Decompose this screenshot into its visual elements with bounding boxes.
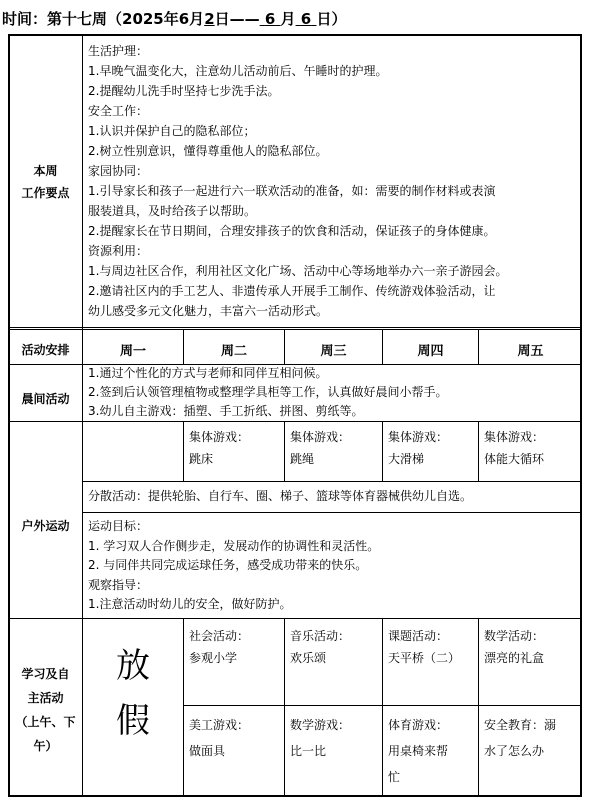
learning-cell: 课题活动： 天平桥（二） [388, 629, 461, 665]
focus-line: 1.认识并保护自己的隐私部位； [88, 124, 256, 138]
focus-line: 2.提醒幼儿洗手时坚持七步洗手法。 [88, 84, 280, 98]
title-end-month: 6 [264, 10, 276, 28]
title-mid: 日—— [214, 10, 260, 28]
title-start-day: 2 [204, 10, 215, 28]
goal-line: 观察指导： [88, 577, 149, 592]
day-header: 周四 [417, 344, 444, 359]
divider [8, 421, 582, 422]
outdoor-label: 户外运动 [21, 519, 70, 533]
morning-line: 2.签到后认领管理植物或整理学具柜等工作，认真做好晨间小帮手。 [88, 385, 448, 399]
focus-line: 2.树立性别意识，懂得尊重他人的隐私部位。 [88, 144, 328, 158]
divider [183, 421, 184, 481]
group-game-cell: 集体游戏： 大滑梯 [388, 430, 449, 466]
learning-cell: 数学活动： 漂亮的礼盒 [484, 629, 545, 665]
holiday-char: 假 [116, 701, 150, 741]
divider [82, 512, 582, 513]
group-game-cell: 集体游戏： 跳绳 [290, 430, 351, 466]
holiday-char: 放 [116, 646, 150, 686]
focus-line: 家园协同： [88, 164, 149, 178]
focus-line: 生活护理： [88, 44, 149, 58]
morning-label: 晨间活动 [21, 392, 70, 406]
focus-line: 1.与周边社区合作，利用社区文化广场、活动中心等场地举办六一亲子游园会。 [88, 264, 508, 278]
focus-line: 幼儿感受多元文化魅力，丰富六一活动形式。 [88, 304, 329, 318]
schedule-label: 活动安排 [21, 343, 70, 357]
divider [478, 421, 479, 481]
scattered-activity: 分散活动：提供轮胎、自行车、圈、梯子、篮球等体育器械供幼儿自选。 [88, 489, 473, 503]
title-suffix: 日） [316, 10, 347, 28]
goal-line: 1. 学习双人合作侧步走，发展动作的协调性和灵活性。 [88, 538, 380, 553]
learning-cell: 美工游戏： 做面具 [189, 718, 250, 758]
day-header: 周三 [320, 344, 347, 359]
divider [478, 618, 479, 797]
focus-line: 1.早晚气温变化大，注意幼儿活动前后、午睡时的护理。 [88, 64, 388, 78]
focus-label: 本周 工作要点 [21, 164, 70, 200]
divider [284, 618, 285, 797]
goal-line: 2. 与同伴共同完成运球任务，感受成功带来的快乐。 [88, 558, 368, 572]
morning-content [88, 364, 447, 421]
focus-line: 2.提醒家长在节日期间，合理安排孩子的饮食和活动，保证孩子的身体健康。 [88, 224, 496, 238]
divider [8, 329, 582, 330]
learning-cell: 数学游戏： 比一比 [290, 718, 351, 758]
divider [284, 421, 285, 481]
title-end-day: 6 [300, 10, 312, 28]
page-title [2, 8, 346, 29]
divider [82, 34, 83, 797]
focus-line: 1.引导家长和孩子一起进行六一联欢活动的准备，如：需要的制作材料或表演 [88, 184, 496, 198]
divider [8, 327, 582, 328]
outdoor-goals [88, 517, 379, 615]
focus-line: 安全工作： [88, 104, 149, 118]
focus-line: 服装道具，及时给孩子以帮助。 [88, 204, 257, 218]
learning-cell: 安全教育：溺 水了怎么办 [484, 718, 557, 758]
focus-line: 2.邀请社区内的手工艺人、非遗传承人开展手工制作、传统游戏体验活动，让 [88, 284, 496, 298]
divider [183, 618, 184, 797]
learning-cell: 音乐活动： 欢乐颂 [290, 629, 351, 665]
group-game-cell: 集体游戏： 体能大循环 [484, 430, 545, 466]
day-header: 周一 [119, 344, 146, 359]
divider [82, 481, 582, 482]
divider [8, 618, 582, 619]
focus-line: 资源利用： [88, 244, 149, 258]
title-prefix: 时间：第十七周（2025年6月 [2, 10, 205, 28]
focus-content [88, 41, 507, 321]
day-header: 周五 [517, 344, 544, 359]
learning-cell: 体育游戏： 用桌椅来帮 忙 [388, 718, 449, 784]
goal-line: 1.注意活动时幼儿的安全，做好防护。 [88, 597, 292, 611]
learning-cell: 社会活动： 参观小学 [189, 629, 250, 665]
morning-line: 3.幼儿自主游戏：插塑、手工折纸、拼图、剪纸等。 [88, 404, 364, 418]
day-header: 周二 [220, 344, 247, 359]
title-month-label: 月 [280, 10, 296, 28]
learning-label: 学习及自 主活动 （上午、下 午） [15, 667, 76, 753]
goal-line: 运动目标： [88, 519, 149, 533]
divider [382, 421, 383, 481]
divider [382, 618, 383, 797]
group-game-cell: 集体游戏： 跳床 [189, 430, 250, 466]
morning-line: 1.通过个性化的方式与老师和同伴互相问候。 [88, 366, 328, 380]
